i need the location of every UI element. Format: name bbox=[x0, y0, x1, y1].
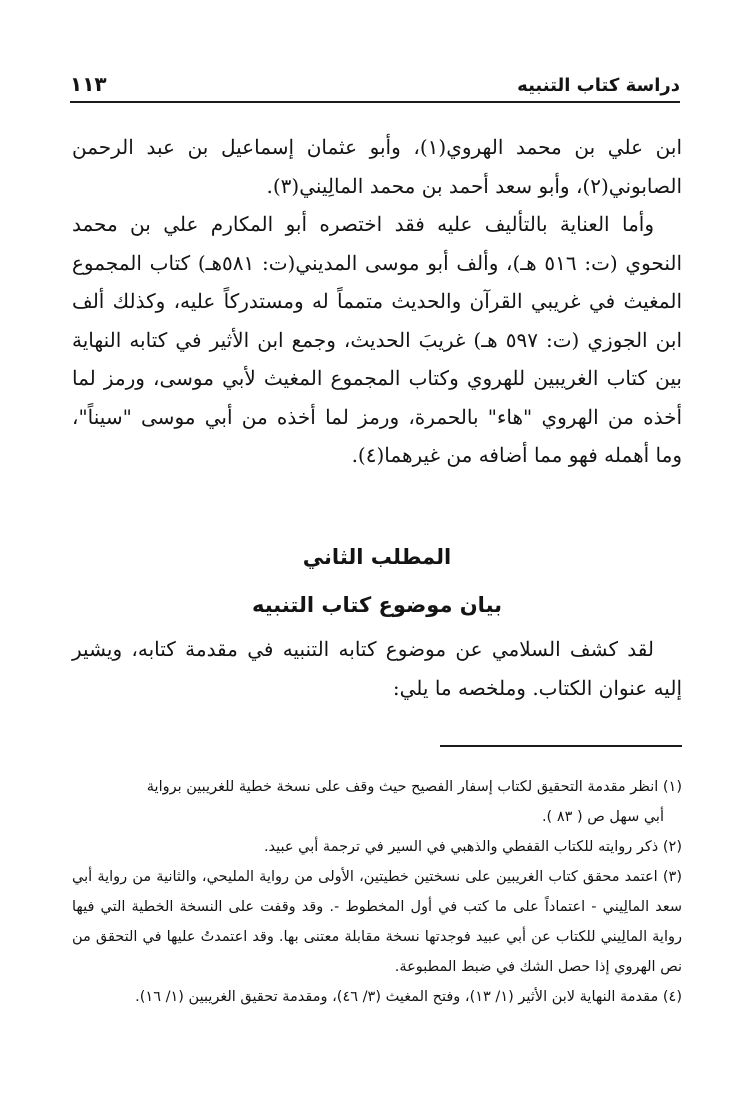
main-text-bottom bbox=[72, 630, 682, 707]
paragraph: ابن علي بن محمد الهروي(١)، وأبو عثمان إسماعيل بن عبد الرحمن الصابوني(٢)، وأبو سعد أحمد بن محمد المالِيني(٣). bbox=[72, 135, 682, 198]
footnote-3: (٣) اعتمد محقق كتاب الغريبين على نسختين خطيتين، الأولى من رواية المليحي، والثانية من رواية أبي سعد المالِيني - اعتماداً على ما كتب في أول المخطوط -. وقد وقفت على النسخة الخطية التي فيها رواية المالِيني للكتاب عن أبي عبيد فوجدتها نسخة مقابلة معتنى بها. وقد اعتمدتُ عليها في التحقق من نص الهروي إذا حصل الشك في ضبط المطبوعة. bbox=[72, 869, 682, 975]
footnote-separator bbox=[440, 745, 682, 747]
page-header bbox=[70, 72, 680, 96]
section-heading: المطلب الثاني bbox=[302, 545, 452, 569]
paragraph: وأما العناية بالتأليف عليه فقد اختصره أبو المكارم علي بن محمد النحوي (ت: ٥١٦ هـ)، وألف أبو موسى المديني(ت: ٥٨١هـ) كتاب المجموع المغيث في غريبي القرآن والحديث متمماً له ومستدركاً عليه، وكذلك ألف ابن الجوزي (ت: ٥٩٧ هـ) غريبَ الحديث، وجمع ابن الأثير في كتابه النهاية بين كتاب الغريبين للهروي وكتاب المجموع المغيث لأبي موسى، ورمز لما أخذه من الهروي "هاء" بالحمرة، ورمز لما أخذه من أبي موسى "سيناً"، وما أهمله فهو مما أضافه من غيرهما(٤). bbox=[72, 212, 683, 467]
page-number: ١١٣ bbox=[70, 72, 107, 96]
footnote-2: (٢) ذكر روايته للكتاب القفطي والذهبي في السير في ترجمة أبي عبيد. bbox=[263, 839, 682, 855]
main-text-top bbox=[72, 128, 682, 475]
section-subheading: بيان موضوع كتاب التنبيه bbox=[251, 593, 503, 617]
running-title: دراسة كتاب التنبيه bbox=[517, 75, 680, 96]
footnote-1: (١) انظر مقدمة التحقيق لكتاب إسفار الفصيح حيث وقف على نسخة خطية للغريبين برواية bbox=[146, 779, 682, 795]
paragraph: لقد كشف السلامي عن موضوع كتابه التنبيه في مقدمة كتابه، ويشير إليه عنوان الكتاب. وملخصه ما يلي: bbox=[72, 637, 682, 700]
footnotes bbox=[72, 772, 682, 1012]
footnote-1-continuation: أبي سهل ص ( ٨٣ ). bbox=[541, 809, 664, 825]
footnote-4: (٤) مقدمة النهاية لابن الأثير (١/ ١٣)، وفتح المغيث (٣/ ٤٦)، ومقدمة تحقيق الغريبين (١/ ١٦). bbox=[135, 989, 682, 1005]
header-rule bbox=[70, 101, 680, 103]
